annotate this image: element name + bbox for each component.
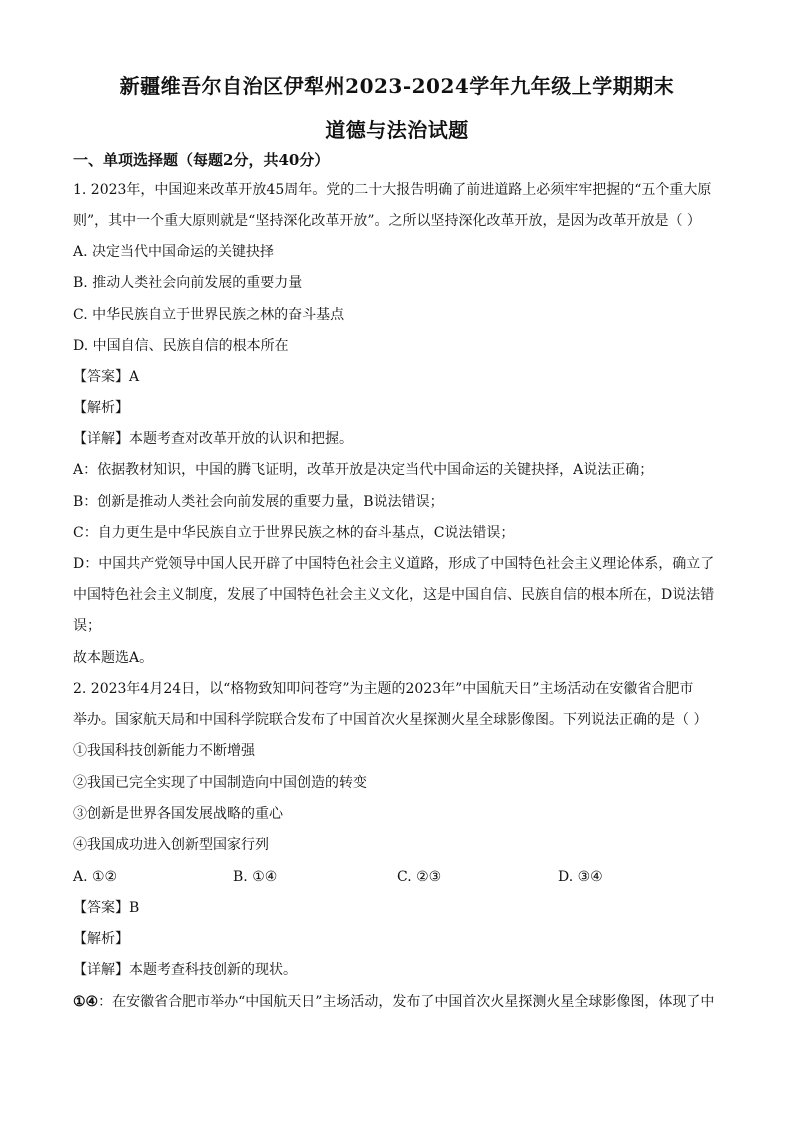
q1-explain-d-line2: 中国特色社会主义制度，发展了中国特色社会主义文化，这是中国自信、民族自信的根本所在，D说法错 bbox=[73, 587, 715, 603]
detail-text: 本题考查科技创新的现状。 bbox=[129, 962, 297, 978]
q1-explain-d-line1: D：中国共产党领导中国人民开辟了中国特色社会主义道路，形成了中国特色社会主义理论体系，确立了 bbox=[73, 556, 715, 572]
q2-item-2: ②我国已完全实现了中国制造向中国创造的转变 bbox=[73, 775, 367, 791]
q1-analysis-tag: 【解析】 bbox=[73, 400, 129, 416]
q2-option-b: B. ①④ bbox=[233, 869, 278, 885]
q2-item-1: ①我国科技创新能力不断增强 bbox=[73, 743, 255, 759]
q1-explain-a: A：依据教材知识，中国的腾飞证明，改革开放是决定当代中国命运的关键抉择，A说法正确； bbox=[73, 462, 654, 478]
q1-explain-d-line3: 误； bbox=[73, 618, 101, 634]
q1-option-d: D. 中国自信、民族自信的根本所在 bbox=[73, 338, 289, 354]
q1-option-b: B. 推动人类社会向前发展的重要力量 bbox=[73, 275, 303, 291]
answer-tag: 【答案】 bbox=[73, 369, 129, 385]
q2-stem-line2: 举办。国家航天局和中国科学院联合发布了中国首次火星探测火星全球影像图。下列说法正确的是（ ） bbox=[73, 712, 708, 728]
q2-option-d: D. ③④ bbox=[558, 869, 603, 885]
detail-text: 本题考查对改革开放的认识和把握。 bbox=[129, 431, 353, 447]
q1-option-c: C. 中华民族自立于世界民族之林的奋斗基点 bbox=[73, 307, 345, 323]
q2-item-4: ④我国成功进入创新型国家行列 bbox=[73, 837, 269, 853]
q2-answer bbox=[73, 898, 139, 918]
q1-conclusion: 故本题选A。 bbox=[73, 650, 154, 666]
q2-item-3: ③创新是世界各国发展战略的重心 bbox=[73, 806, 283, 822]
q2-option-c: C. ②③ bbox=[397, 869, 442, 885]
detail-tag: 【详解】 bbox=[73, 962, 129, 978]
q2-analysis-tag: 【解析】 bbox=[73, 931, 129, 947]
detail-tag: 【详解】 bbox=[73, 431, 129, 447]
q2-explain-line bbox=[73, 992, 714, 1012]
answer-tag: 【答案】 bbox=[73, 900, 129, 916]
document-title-line1: 新疆维吾尔自治区伊犁州2023-2024学年九年级上学期期末 bbox=[119, 74, 675, 98]
q1-explain-b: B：创新是推动人类社会向前发展的重要力量，B说法错误； bbox=[73, 494, 444, 510]
q2-option-a: A. ①② bbox=[73, 869, 118, 885]
document-title-line2: 道德与法治试题 bbox=[325, 118, 469, 142]
answer-value: A bbox=[129, 369, 140, 385]
section-heading: 一、单项选择题（每题2分，共40分） bbox=[73, 151, 330, 169]
q1-detail bbox=[73, 429, 353, 449]
q1-stem-line2: 则”，其中一个重大原则就是“坚持深化改革开放”。之所以坚持深化改革开放，是因为改革开放是（ ） bbox=[73, 213, 701, 229]
answer-value: B bbox=[129, 900, 140, 916]
q2-detail bbox=[73, 960, 297, 980]
explain-marker: ①④ bbox=[73, 994, 99, 1010]
q1-option-a: A. 决定当代中国命运的关键抉择 bbox=[73, 244, 275, 260]
q1-stem-line1: 1. 2023年，中国迎来改革开放45周年。党的二十大报告明确了前进道路上必须牢牢把握的“五个重大原 bbox=[73, 182, 712, 198]
q1-answer bbox=[73, 367, 139, 387]
q1-explain-c: C：自力更生是中华民族自立于世界民族之林的奋斗基点，C说法错误； bbox=[73, 525, 515, 541]
explain-text: ：在安徽省合肥市举办“中国航天日”主场活动，发布了中国首次火星探测火星全球影像图，体现了中 bbox=[98, 994, 715, 1010]
q2-stem-line1: 2. 2023年4月24日，以“格物致知叩问苍穹”为主题的2023年”中国航天日”主场活动在安徽省合肥市 bbox=[73, 681, 694, 697]
